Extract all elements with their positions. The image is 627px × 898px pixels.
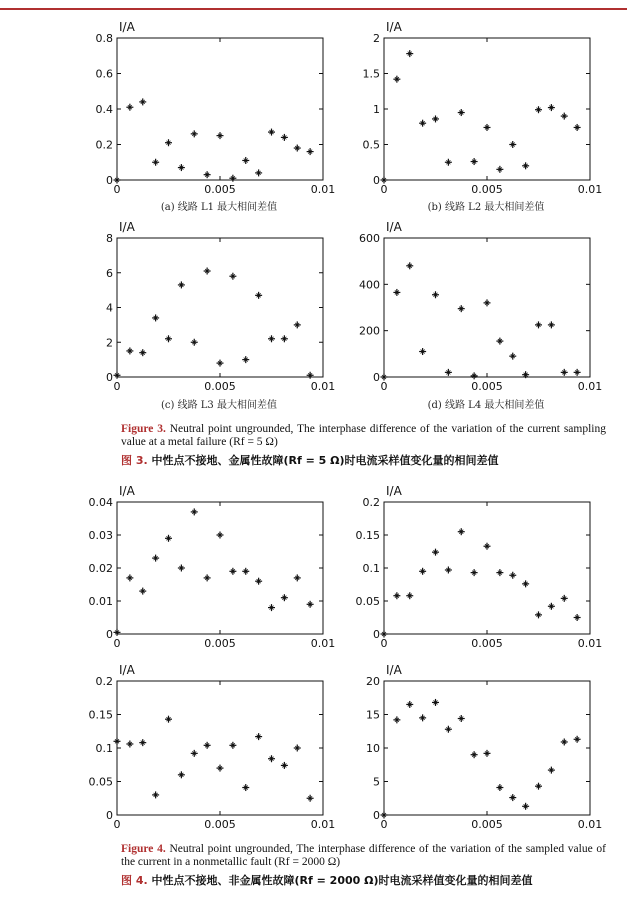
data-point bbox=[574, 614, 581, 621]
data-point bbox=[419, 348, 426, 355]
figure-3-label: Figure 3. bbox=[121, 423, 166, 435]
data-point bbox=[204, 742, 211, 749]
chart-fig4b bbox=[347, 478, 617, 656]
data-point bbox=[217, 532, 224, 539]
x-tick-label: 0.005 bbox=[204, 637, 236, 650]
data-point bbox=[152, 314, 159, 321]
data-point bbox=[471, 372, 478, 379]
data-point bbox=[139, 739, 146, 746]
data-point bbox=[432, 699, 439, 706]
data-point bbox=[126, 347, 133, 354]
y-tick-label: 0 bbox=[106, 174, 113, 187]
data-point bbox=[294, 145, 301, 152]
figure-4-caption-text: Neutral point ungrounded, The interphase difference of the variation of the sampled value of the current in a nonmetallic fault (Rf = 2000 Ω) bbox=[121, 843, 607, 868]
data-point bbox=[445, 369, 452, 376]
data-point bbox=[509, 141, 516, 148]
plot-frame bbox=[384, 38, 590, 180]
figure-3-caption-text: Neutral point ungrounded, The interphase difference of the variation of the current sampling value at a metal failure (Rf = 5 Ω) bbox=[121, 423, 606, 448]
plot-frame bbox=[384, 502, 590, 634]
data-point bbox=[445, 159, 452, 166]
data-point bbox=[509, 353, 516, 360]
data-point bbox=[548, 603, 555, 610]
data-point bbox=[393, 289, 400, 296]
y-tick-label: 2 bbox=[373, 32, 380, 45]
data-point bbox=[406, 592, 413, 599]
x-tick-label: 0 bbox=[113, 818, 121, 831]
data-point bbox=[522, 803, 529, 810]
y-axis-label: I/A bbox=[119, 220, 135, 234]
data-point bbox=[393, 592, 400, 599]
data-point bbox=[307, 372, 314, 379]
y-axis-label: I/A bbox=[119, 484, 135, 498]
chart-fig3c bbox=[80, 214, 350, 399]
data-point bbox=[204, 268, 211, 275]
data-point bbox=[268, 604, 275, 611]
y-tick-label: 20 bbox=[366, 675, 380, 688]
x-tick-label: 0 bbox=[380, 637, 388, 650]
x-tick-label: 0.01 bbox=[310, 183, 336, 196]
data-point bbox=[496, 338, 503, 345]
data-point bbox=[191, 750, 198, 757]
y-tick-label: 0.04 bbox=[88, 496, 113, 509]
data-point bbox=[484, 543, 491, 550]
data-point bbox=[126, 740, 133, 747]
x-tick-label: 0 bbox=[380, 818, 388, 831]
chart-fig4a bbox=[80, 478, 350, 656]
data-point bbox=[281, 762, 288, 769]
data-point bbox=[165, 535, 172, 542]
data-point bbox=[458, 715, 465, 722]
y-tick-label: 0 bbox=[373, 809, 380, 822]
data-point bbox=[307, 148, 314, 155]
data-point bbox=[574, 124, 581, 131]
data-point bbox=[191, 508, 198, 515]
data-point bbox=[294, 574, 301, 581]
figure-4-caption-zh-text: 中性点不接地、非金属性故障(Rf = 2000 Ω)时电流采样值变化量的相间差值 bbox=[151, 874, 533, 887]
x-tick-label: 0.005 bbox=[471, 637, 503, 650]
data-point bbox=[574, 369, 581, 376]
data-point bbox=[268, 335, 275, 342]
data-point bbox=[114, 738, 121, 745]
data-point bbox=[114, 629, 121, 636]
data-point bbox=[268, 129, 275, 136]
plot-frame bbox=[384, 681, 590, 815]
data-point bbox=[152, 791, 159, 798]
data-point bbox=[152, 159, 159, 166]
data-point bbox=[484, 299, 491, 306]
header-rule bbox=[0, 8, 627, 10]
x-tick-label: 0.01 bbox=[577, 637, 603, 650]
data-point bbox=[268, 755, 275, 762]
y-tick-label: 2 bbox=[106, 336, 113, 350]
data-point bbox=[432, 291, 439, 298]
data-point bbox=[294, 745, 301, 752]
data-point bbox=[191, 339, 198, 346]
data-point bbox=[255, 292, 262, 299]
data-point bbox=[458, 528, 465, 535]
data-point bbox=[561, 369, 568, 376]
data-point bbox=[139, 588, 146, 595]
data-point bbox=[419, 568, 426, 575]
data-point bbox=[406, 262, 413, 269]
figure-3-caption-zh-text: 中性点不接地、金属性故障(Rf = 5 Ω)时电流采样值变化量的相间差值 bbox=[151, 454, 499, 467]
x-tick-label: 0.01 bbox=[310, 380, 336, 393]
figure-4-label: Figure 4. bbox=[121, 843, 166, 855]
data-point bbox=[255, 169, 262, 176]
data-point bbox=[561, 113, 568, 120]
data-point bbox=[561, 738, 568, 745]
data-point bbox=[126, 574, 133, 581]
y-tick-label: 0 bbox=[106, 628, 113, 641]
data-point bbox=[217, 765, 224, 772]
data-point bbox=[535, 783, 542, 790]
data-point bbox=[522, 162, 529, 169]
data-point bbox=[484, 750, 491, 757]
data-point bbox=[178, 565, 185, 572]
x-tick-label: 0.005 bbox=[471, 380, 503, 393]
data-point bbox=[178, 164, 185, 171]
y-axis-label: I/A bbox=[386, 663, 402, 677]
y-tick-label: 0.15 bbox=[355, 529, 380, 542]
y-tick-label: 0.2 bbox=[95, 675, 113, 688]
y-tick-label: 15 bbox=[366, 708, 380, 722]
y-axis-label: I/A bbox=[119, 20, 135, 34]
data-point bbox=[281, 594, 288, 601]
y-tick-label: 400 bbox=[359, 278, 380, 292]
y-tick-label: 0.02 bbox=[88, 562, 113, 575]
data-point bbox=[178, 281, 185, 288]
data-point bbox=[406, 50, 413, 57]
plot-frame bbox=[384, 238, 590, 377]
data-point bbox=[496, 166, 503, 173]
data-point bbox=[445, 726, 452, 733]
data-point bbox=[471, 569, 478, 576]
data-point bbox=[255, 733, 262, 740]
x-tick-label: 0.01 bbox=[310, 637, 336, 650]
plot-frame bbox=[117, 502, 323, 634]
data-point bbox=[139, 349, 146, 356]
data-point bbox=[471, 158, 478, 165]
data-point bbox=[114, 372, 121, 379]
x-tick-label: 0 bbox=[113, 637, 121, 650]
y-axis-label: I/A bbox=[386, 220, 402, 234]
chart-fig4c bbox=[80, 657, 350, 837]
y-tick-label: 0 bbox=[373, 174, 380, 187]
data-point bbox=[419, 714, 426, 721]
y-tick-label: 4 bbox=[106, 301, 113, 315]
data-point bbox=[574, 736, 581, 743]
x-tick-label: 0.01 bbox=[310, 818, 336, 831]
data-point bbox=[126, 104, 133, 111]
subcaption-c: (c) 线路 L3 最大相间差值 bbox=[161, 400, 277, 411]
data-point bbox=[406, 701, 413, 708]
subcaption-b: (b) 线路 L2 最大相间差值 bbox=[427, 202, 545, 213]
data-point bbox=[242, 356, 249, 363]
x-tick-label: 0 bbox=[113, 183, 121, 196]
subcaption-a: (a) 线路 L1 最大相间差值 bbox=[160, 202, 278, 213]
figure-4-label-zh: 图 4. bbox=[121, 874, 148, 887]
data-point bbox=[281, 335, 288, 342]
y-axis-label: I/A bbox=[386, 20, 402, 34]
y-tick-label: 0.1 bbox=[95, 742, 113, 755]
y-tick-label: 0.1 bbox=[362, 562, 380, 575]
data-point bbox=[509, 572, 516, 579]
y-tick-label: 0.05 bbox=[355, 595, 380, 608]
y-tick-label: 6 bbox=[106, 266, 113, 280]
data-point bbox=[255, 578, 262, 585]
data-point bbox=[165, 716, 172, 723]
x-tick-label: 0.005 bbox=[204, 183, 236, 196]
x-tick-label: 0.005 bbox=[471, 183, 503, 196]
data-point bbox=[242, 157, 249, 164]
data-point bbox=[561, 595, 568, 602]
y-tick-label: 600 bbox=[359, 232, 380, 245]
y-tick-label: 8 bbox=[106, 232, 113, 245]
y-tick-label: 0.2 bbox=[362, 496, 380, 509]
chart-fig3d bbox=[347, 214, 617, 399]
data-point bbox=[419, 120, 426, 127]
data-point bbox=[229, 742, 236, 749]
data-point bbox=[307, 795, 314, 802]
x-tick-label: 0.005 bbox=[204, 818, 236, 831]
x-tick-label: 0.01 bbox=[577, 818, 603, 831]
data-point bbox=[548, 321, 555, 328]
y-tick-label: 10 bbox=[366, 742, 380, 755]
data-point bbox=[217, 360, 224, 367]
data-point bbox=[548, 104, 555, 111]
data-point bbox=[217, 132, 224, 139]
data-point bbox=[191, 130, 198, 137]
data-point bbox=[229, 273, 236, 280]
data-point bbox=[229, 568, 236, 575]
figure-3-caption-zh bbox=[121, 452, 606, 468]
figure-3-label-zh: 图 3. bbox=[121, 454, 148, 467]
data-point bbox=[165, 335, 172, 342]
figure-4-caption-zh bbox=[121, 872, 606, 888]
data-point bbox=[178, 771, 185, 778]
chart-fig3a bbox=[80, 14, 350, 202]
figure-4-caption bbox=[121, 843, 606, 869]
y-tick-label: 1 bbox=[373, 103, 380, 116]
data-point bbox=[458, 305, 465, 312]
data-point bbox=[432, 549, 439, 556]
y-tick-label: 1.5 bbox=[362, 67, 380, 81]
data-point bbox=[496, 569, 503, 576]
data-point bbox=[242, 784, 249, 791]
y-tick-label: 0.01 bbox=[88, 595, 113, 608]
data-point bbox=[458, 109, 465, 116]
data-point bbox=[535, 611, 542, 618]
data-point bbox=[204, 574, 211, 581]
y-axis-label: I/A bbox=[386, 484, 402, 498]
data-point bbox=[242, 568, 249, 575]
plot-frame bbox=[117, 238, 323, 377]
data-point bbox=[393, 76, 400, 83]
y-tick-label: 0 bbox=[106, 809, 113, 822]
y-tick-label: 0.4 bbox=[95, 103, 113, 116]
data-point bbox=[496, 784, 503, 791]
data-point bbox=[281, 134, 288, 141]
x-tick-label: 0 bbox=[380, 183, 388, 196]
y-tick-label: 0.03 bbox=[88, 529, 113, 542]
plot-frame bbox=[117, 38, 323, 180]
y-tick-label: 0.8 bbox=[95, 32, 113, 45]
data-point bbox=[432, 115, 439, 122]
y-tick-label: 0 bbox=[373, 628, 380, 641]
data-point bbox=[294, 321, 301, 328]
y-tick-label: 0 bbox=[373, 371, 380, 384]
x-tick-label: 0 bbox=[380, 380, 388, 393]
data-point bbox=[393, 716, 400, 723]
data-point bbox=[471, 751, 478, 758]
data-point bbox=[152, 555, 159, 562]
y-tick-label: 5 bbox=[373, 775, 380, 789]
data-point bbox=[535, 106, 542, 113]
plot-frame bbox=[117, 681, 323, 815]
data-point bbox=[535, 321, 542, 328]
x-tick-label: 0.01 bbox=[577, 380, 603, 393]
data-point bbox=[509, 794, 516, 801]
y-tick-label: 0.6 bbox=[95, 67, 113, 81]
figure-3-caption bbox=[121, 423, 606, 449]
y-tick-label: 200 bbox=[359, 324, 380, 338]
x-tick-label: 0.005 bbox=[204, 380, 236, 393]
data-point bbox=[548, 767, 555, 774]
chart-fig4d bbox=[347, 657, 617, 837]
x-tick-label: 0.005 bbox=[471, 818, 503, 831]
y-tick-label: 0 bbox=[106, 371, 113, 384]
y-tick-label: 0.15 bbox=[88, 708, 113, 722]
data-point bbox=[307, 601, 314, 608]
x-tick-label: 0.01 bbox=[577, 183, 603, 196]
data-point bbox=[229, 175, 236, 182]
subcaption-d: (d) 线路 L4 最大相间差值 bbox=[427, 400, 545, 411]
chart-fig3b bbox=[347, 14, 617, 202]
y-tick-label: 0.2 bbox=[95, 138, 113, 152]
data-point bbox=[165, 139, 172, 146]
x-tick-label: 0 bbox=[113, 380, 121, 393]
data-point bbox=[139, 98, 146, 105]
data-point bbox=[445, 566, 452, 573]
data-point bbox=[522, 580, 529, 587]
data-point bbox=[484, 124, 491, 131]
y-tick-label: 0.5 bbox=[362, 138, 380, 152]
data-point bbox=[204, 171, 211, 178]
y-axis-label: I/A bbox=[119, 663, 135, 677]
y-tick-label: 0.05 bbox=[88, 775, 113, 789]
